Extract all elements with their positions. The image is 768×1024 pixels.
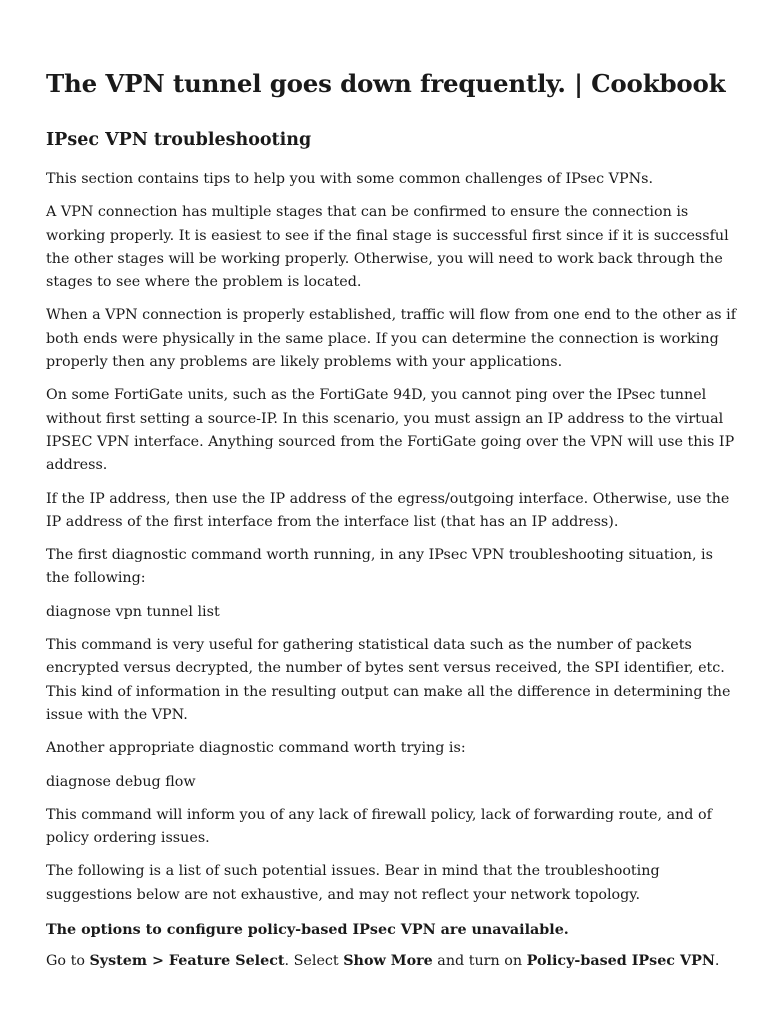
paragraph-list-issues: The following is a list of such potential issues. Bear in mind that the troubleshooting suggestions below are not exhaustive, and may not reflect your network topology. [46,863,660,903]
command-debug-flow: diagnose debug flow [46,773,196,790]
paragraph-fortigate-ping: On some FortiGate units, such as the FortiGate 94D, you cannot ping over the IPsec tunnel without first setting a source-IP. In this scenario, you must assign an IP address to the virtual IPSEC VPN interface. Anything sourced from the FortiGate going over the VPN will use this IP address. [46,387,735,474]
instruction-middle: . Select [284,953,344,970]
page-title: The VPN tunnel goes down frequently. | Cookbook [46,69,726,98]
paragraph-stages: A VPN connection has multiple stages that can be confirmed to ensure the connection is working properly. It is easiest to see if the final stage is successful first since if it is successful the other stages will be working properly. Otherwise, you will need to work back through the stages to see where the problem is located. [46,204,729,291]
instruction-suffix: . [714,953,720,970]
instruction-prefix: Go to [46,953,90,970]
issue-heading: The options to configure policy-based IPsec VPN are unavailable. [46,922,569,939]
menu-path: System > Feature Select [89,953,285,970]
paragraph-first-command: The first diagnostic command worth running, in any IPsec VPN troubleshooting situation, is the following: [46,547,713,587]
instruction-line [46,950,736,973]
paragraph-ip-address: If the IP address, then use the IP address of the egress/outgoing interface. Otherwise, use the IP address of the first interface from the interface list (that has an IP address). [46,490,730,530]
paragraph-inform: This command will inform you of any lack of firewall policy, lack of forwarding route, and of policy ordering issues. [46,806,712,847]
paragraph-intro: This section contains tips to help you with some common challenges of IPsec VPNs. [46,171,654,187]
paragraph-established: When a VPN connection is properly established, traffic will flow from one end to the other as if both ends were physically in the same place. If you can determine the connection is working properly then any problems are likely problems with your applications. [46,307,737,371]
feature-name: Policy-based IPsec VPN [526,953,715,970]
paragraph-command-useful: This command is very useful for gathering statistical data such as the number of packets encrypted versus decrypted, the number of bytes sent versus received, the SPI identifier, etc. This kind of information in the resulting output can make all the difference in determining the issue with the VPN. [46,637,731,723]
paragraph-another-command: Another appropriate diagnostic command worth trying is: [46,740,466,757]
command-tunnel-list: diagnose vpn tunnel list [46,603,220,620]
instruction-and-turn-on: and turn on [432,953,527,970]
show-more-label: Show More [343,953,433,970]
section-heading: IPsec VPN troubleshooting [46,130,312,150]
document-body [46,168,736,984]
